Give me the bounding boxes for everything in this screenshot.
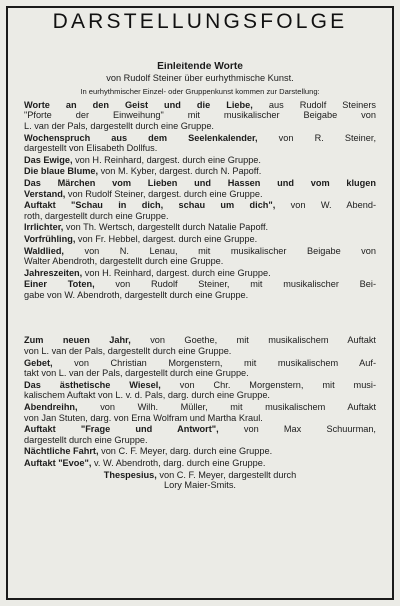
entry-title: Gebet, xyxy=(24,357,53,368)
entry-text: von Max Schuurman, xyxy=(218,424,376,435)
entry-line-3: L. van der Pals, dargestellt durch eine Gruppe. xyxy=(24,120,214,131)
entry-text-cont: dargestellt von Elisabeth Dollfus. xyxy=(24,143,158,154)
program-entry xyxy=(24,166,376,177)
entry-text: v. W. Abendroth, darg. durch eine Gruppe. xyxy=(91,458,266,468)
program-entry xyxy=(24,358,376,379)
entry-title: Einer Toten, xyxy=(24,279,95,290)
entry-line-1 xyxy=(24,133,376,144)
entry-text-cont: dargestellt durch eine Gruppe. xyxy=(24,434,148,445)
entry-line-2 xyxy=(24,256,376,267)
program-entry xyxy=(24,424,376,445)
program-entry xyxy=(24,335,376,356)
entry-text: aus Rudolf Steiners xyxy=(252,99,376,110)
entry-line-2 xyxy=(24,211,376,222)
entry-line-1 xyxy=(24,446,376,457)
entry-title-cont: Verstand, xyxy=(24,188,66,199)
entry-line-2 xyxy=(24,346,376,357)
entry-text-cont: Walter Abendroth, dargestellt durch eine Gruppe. xyxy=(24,256,224,267)
entry-line-1 xyxy=(24,458,376,469)
entry-text: von Rudolf Steiner, mit musikalischer Bei- xyxy=(94,279,376,290)
program-entry xyxy=(24,458,376,469)
entry-text-cont: gabe von W. Abendroth, dargestellt durch eine Gruppe. xyxy=(24,289,249,300)
entry-title: Wochenspruch aus dem Seelenkalender, xyxy=(24,132,258,143)
entry-title: Abendreihn, xyxy=(24,402,78,413)
program-entry xyxy=(24,100,376,132)
final-entry-title: Thespesius, xyxy=(103,469,157,480)
entry-text: von H. Reinhard, dargest. durch eine Gruppe. xyxy=(82,267,271,278)
entry-text: von Goethe, mit musikalischem Auftakt xyxy=(130,335,376,346)
entry-text: von N. Lenau, mit musikalischer Beigabe von xyxy=(63,245,376,256)
entry-title: Auftakt "Schau in dich, schau um dich", xyxy=(24,200,276,211)
entry-line-1 xyxy=(24,402,376,413)
entry-line-1 xyxy=(24,100,376,111)
entry-line-1 xyxy=(24,424,376,435)
entry-line-2 xyxy=(24,290,376,301)
entry-line-1 xyxy=(24,222,376,233)
entry-line-1 xyxy=(24,155,376,166)
entry-line-1 xyxy=(24,166,376,177)
section-gap xyxy=(24,301,376,335)
program-entry xyxy=(24,268,376,279)
final-entry-text: von C. F. Meyer, dargestellt durch xyxy=(156,469,297,480)
entry-text: von W. Abend- xyxy=(275,200,376,211)
intro-heading: Einleitende Worte xyxy=(157,62,243,72)
entry-line-2 xyxy=(24,390,376,401)
entry-text-cont: von Jan Stuten, darg. von Erna Wolfram und Martha Kraul. xyxy=(24,412,263,423)
entry-line-1 xyxy=(24,234,376,245)
entry-title: Zum neuen Jahr, xyxy=(24,335,131,346)
entry-text: von Christian Morgenstern, mit musikalischem Auf- xyxy=(52,357,376,368)
entry-title: Auftakt "Evoe", xyxy=(24,458,92,468)
entry-title: Worte an den Geist und die Liebe, xyxy=(24,99,253,110)
entry-title: Vorfrühling, xyxy=(24,233,76,244)
page-title: DARSTELLUNGSFOLGE xyxy=(52,10,348,33)
entry-text: von M. Kyber, dargest. durch N. Papoff. xyxy=(98,166,262,177)
entry-title: Waldlied, xyxy=(24,245,64,256)
entry-line-2 xyxy=(24,110,376,121)
entry-text-cont: von L. van der Pals, dargestellt durch eine Gruppe. xyxy=(24,346,232,357)
entry-text: von Chr. Morgenstern, mit musi- xyxy=(160,379,376,390)
entry-line-1 xyxy=(24,279,376,290)
entry-line-1 xyxy=(24,335,376,346)
entry-line-2 xyxy=(24,435,376,446)
entry-title: Das Ewige, xyxy=(24,154,73,165)
entry-text: von C. F. Meyer, darg. durch eine Gruppe. xyxy=(98,446,273,457)
entry-line-1 xyxy=(24,358,376,369)
entry-title: Die blaue Blume, xyxy=(24,166,99,177)
final-entry-line-1 xyxy=(24,470,376,481)
program-entry xyxy=(24,234,376,245)
entry-line-1 xyxy=(24,380,376,391)
entry-text-cont: takt von L. van der Pals, dargestellt durch eine Gruppe. xyxy=(24,368,249,379)
program-entry xyxy=(24,200,376,221)
entry-title: Irrlichter, xyxy=(24,222,64,233)
entry-text-cont: "Pforte der Einweihung" mit musikalischer Beigabe von xyxy=(24,110,376,121)
entry-title: Das ästhetische Wiesel, xyxy=(24,379,161,390)
intro-line: von Rudolf Steiner über eurhythmische Kunst. xyxy=(106,72,294,83)
program-entry xyxy=(24,178,376,199)
program-entry xyxy=(24,402,376,423)
entry-line-1 xyxy=(24,268,376,279)
entry-text: von R. Steiner, xyxy=(257,132,376,143)
entry-title: Jahreszeiten, xyxy=(24,267,83,278)
program-entry xyxy=(24,133,376,154)
entry-line-2 xyxy=(24,189,376,200)
entry-text-cont: kalischem Auftakt von L. v. d. Pals, darg. durch eine Gruppe. xyxy=(24,390,270,401)
program-entry xyxy=(24,222,376,233)
program-content xyxy=(24,62,376,491)
entry-line-1 xyxy=(24,246,376,257)
entry-line-2 xyxy=(24,368,376,379)
entry-text-cont: roth, dargestellt durch eine Gruppe. xyxy=(24,210,169,221)
final-entry-line-2: Lory Maier-Smits. xyxy=(164,480,236,491)
entry-line-1 xyxy=(24,200,376,211)
program-list-part-1 xyxy=(24,100,376,301)
entry-text-cont: von Rudolf Steiner, dargest. durch eine Gruppe. xyxy=(65,188,263,199)
entry-text: von Fr. Hebbel, dargest. durch eine Gruppe. xyxy=(75,233,258,244)
entry-text: von H. Reinhard, dargest. durch eine Gruppe. xyxy=(72,154,261,165)
entry-text: von Th. Wertsch, dargestellt durch Natalie Papoff. xyxy=(63,222,269,233)
program-entry xyxy=(24,380,376,401)
entry-line-2 xyxy=(24,143,376,154)
program-entry xyxy=(24,155,376,166)
entry-line-2 xyxy=(24,413,376,424)
entry-line-1 xyxy=(24,178,376,189)
entry-title: Das Märchen vom Lieben und Hassen und vom klugen xyxy=(24,177,376,188)
program-entry xyxy=(24,446,376,457)
program-entry xyxy=(24,246,376,267)
intro-note: In eurhythmischer Einzel- oder Gruppenkunst kommen zur Darstellung: xyxy=(80,87,320,97)
entry-title: Nächtliche Fahrt, xyxy=(24,446,99,457)
entry-title: Auftakt "Frage und Antwort", xyxy=(24,424,219,435)
program-entry xyxy=(24,279,376,300)
program-list-part-2 xyxy=(24,335,376,468)
entry-text: von Wilh. Müller, mit musikalischem Auftakt xyxy=(77,402,376,413)
